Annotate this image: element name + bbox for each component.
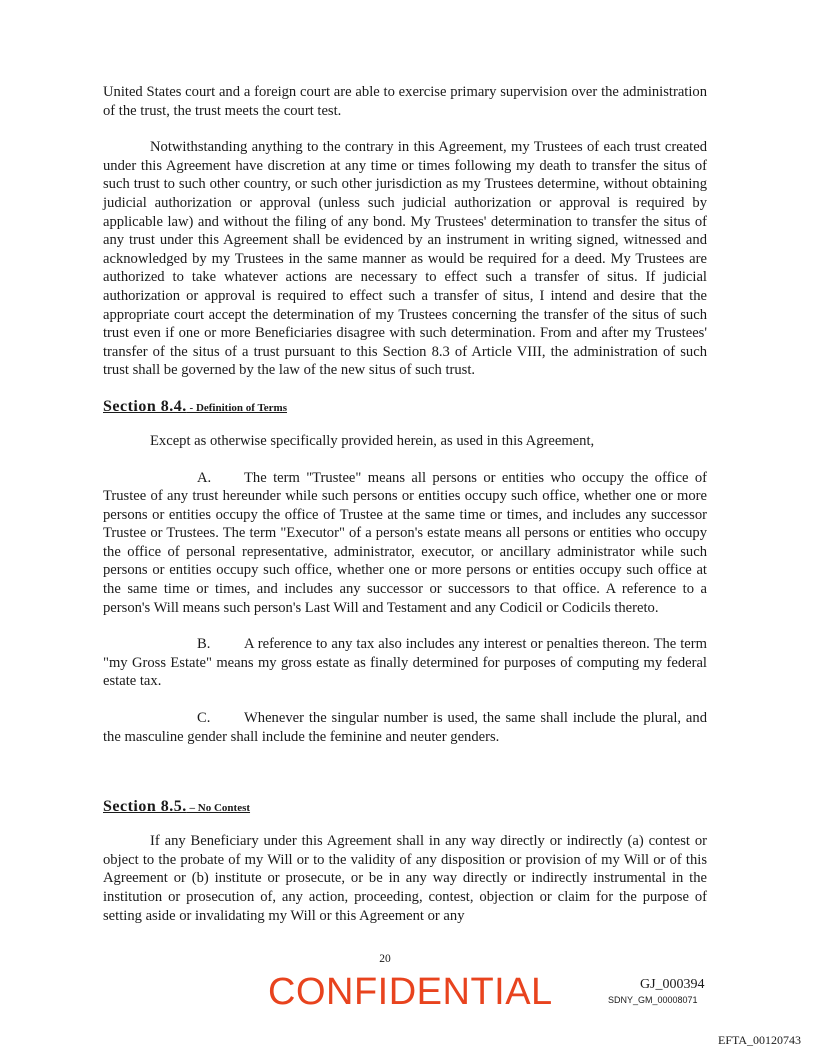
paragraph-transfer-situs: Notwithstanding anything to the contrary in this Agreement, my Trustees of each trust created under this Agreement have discretion at any time or times following my death to transfer the situs of such trust to such other country, or such other jurisdiction as my Trustees determine, without obtaining judicial authorization or approval (unless such judicial authorization or approval is required by applicable law) and without the filing of any bond. My Trustees' determination to transfer the situs of any trust under this Agreement shall be evidenced by an instrument in writing signed, witnessed and acknowledged by my Trustees in the same manner as would be required for a deed. My Trustees are authorized to take whatever actions are necessary to effect such a transfer of situs. If judicial authorization or approval is required to effect such a transfer of situs, I intend and desire that the appropriate court accept the determination of my Trustees concerning the transfer of the situs of such trust even if one or more Beneficiaries disagree with such determination. From and after my Trustees' transfer of the situs of a trust pursuant to this Section 8.3 of Article VIII, the administration of such trust shall be governed by the law of the new situs of such trust. [103, 139, 707, 379]
bates-number-gj: GJ_000394 [640, 977, 705, 992]
definition-item-c-letter: C. [197, 710, 211, 727]
definition-item-a-text: The term "Trustee" means all persons or entities who occupy the office of Trustee of any trust hereunder while such persons or entities occupy such office, whether one or more persons or entities occupy the office of Trustee at the same time or times, and includes any successor Trustee or Trustees. The term "Executor" of a person's estate means all persons or entities who occupy the office of personal representative, administrator, executor, or ancillary administrator while such persons or entities occupy such office, whether one or more persons or entities occupy such office at the same time or times, and includes any successor or successors to that office. A reference to a person's Will means such person's Last Will and Testament and any Codicil or Codicils thereto. [103, 469, 707, 616]
page-number: 20 [379, 953, 391, 965]
section-8-5-number: Section 8.5. [103, 798, 187, 816]
definition-item-a-letter: A. [197, 469, 212, 486]
section-8-5-heading [103, 798, 707, 817]
definition-item-c-text: Whenever the singular number is used, the same shall include the plural, and the masculine gender shall include the feminine and neuter genders. [103, 710, 707, 745]
section-8-5-text: If any Beneficiary under this Agreement shall in any way directly or indirectly (a) contest or object to the probate of my Will or to the validity of any disposition or provision of my Will or of this Agreement or (b) institute or prosecute, or be in any way directly or indirectly instrumental in the institution or prosecution of, any action, proceeding, contest, objection or claim for the purpose of setting aside or invalidating my Will or this Agreement or any [103, 833, 707, 924]
bates-number-sdny: SDNY_GM_00008071 [608, 995, 698, 1005]
section-8-5-title: – No Contest [186, 802, 251, 815]
definition-item-b [103, 635, 707, 691]
definition-item-b-text: A reference to any tax also includes any interest or penalties thereon. The term "my Gross Estate" means my gross estate as finally determined for purposes of computing my federal estate tax. [103, 636, 707, 690]
section-8-4-title: - Definition of Terms [186, 401, 288, 414]
paragraph-court-test: United States court and a foreign court are able to exercise primary supervision over the administration of the trust, the trust meets the court test. [103, 84, 707, 119]
definition-item-b-letter: B. [197, 636, 211, 653]
definition-item-c [103, 709, 707, 746]
document-body [103, 83, 707, 925]
definition-item-a [103, 469, 707, 618]
confidential-stamp: CONFIDENTIAL [268, 971, 553, 1013]
efta-number: EFTA_00120743 [718, 1033, 802, 1047]
section-8-4-intro: Except as otherwise specifically provided herein, as used in this Agreement, [150, 432, 595, 449]
section-8-4-heading [103, 398, 707, 417]
section-8-4-number: Section 8.4. [103, 397, 187, 415]
